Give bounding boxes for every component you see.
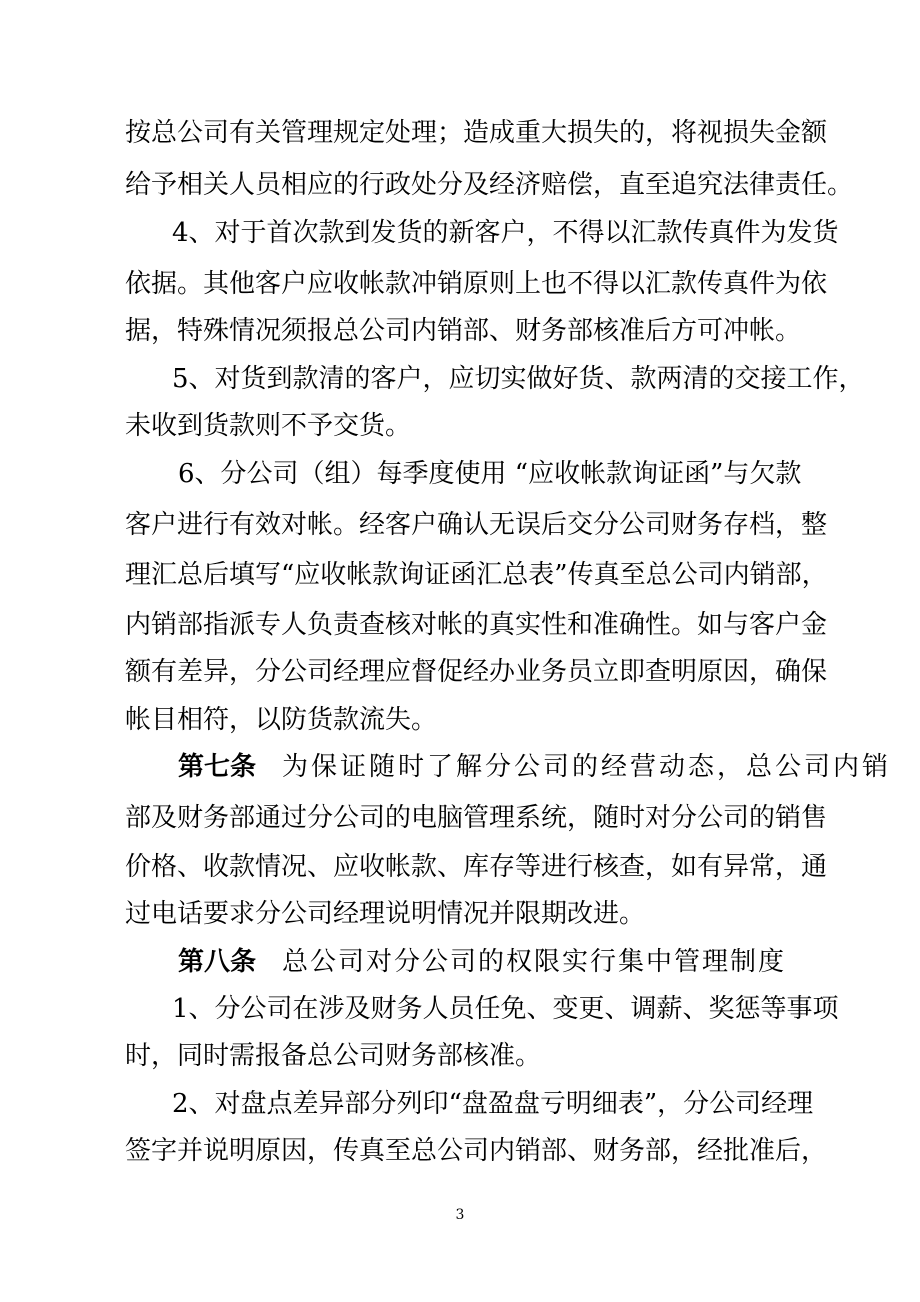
text-line: 5、对货到款清的客户，应切实做好货、款两清的交接工作， [172, 364, 865, 394]
page-number: 3 [455, 1207, 465, 1223]
text-line: 内销部指派专人负责查核对帐的真实性和准确性。如与客户金 [125, 610, 828, 640]
text-line: 给予相关人员相应的行政处分及经济赔偿，直至追究法律责任。 [125, 170, 854, 200]
text-line: 客户进行有效对帐。经客户确认无误后交分公司财务存档，整 [125, 510, 828, 540]
article-7-line [178, 750, 892, 784]
text-line: 价格、收款情况、应收帐款、库存等进行核查，如有异常，通 [125, 852, 828, 882]
text-line: 依据。其他客户应收帐款冲销原则上也不得以汇款传真件为依 [125, 269, 828, 299]
text-line: 帐目相符，以防货款流失。 [125, 705, 438, 735]
text-line: 6、分公司（组）每季度使用 “应收帐款询证函”与欠款 [178, 459, 802, 489]
text-line: 额有差异，分公司经理应督促经办业务员立即查明原因，确保 [125, 657, 828, 687]
text-line: 过电话要求分公司经理说明情况并限期改进。 [125, 899, 646, 929]
text-line: 时，同时需报备总公司财务部核准。 [125, 1041, 542, 1071]
text-line: 2、对盘点差异部分列印“盘盈盘亏明细表”，分公司经理 [172, 1089, 814, 1119]
text-line: 签字并说明原因，传真至总公司内销部、财务部，经批准后， [125, 1136, 828, 1166]
article-7-heading: 第七条 [178, 752, 257, 782]
text-line: 4、对于首次款到发货的新客户，不得以汇款传真件为发货 [172, 218, 839, 248]
text-line: 总公司对分公司的权限实行集中管理制度 [282, 947, 787, 977]
text-line: 部及财务部通过分公司的电脑管理系统，随时对分公司的销售 [125, 803, 828, 833]
text-line: 未收到货款则不予交货。 [125, 411, 412, 441]
text-line: 按总公司有关管理规定处理；造成重大损失的，将视损失金额 [125, 118, 828, 148]
text-line: 为保证随时了解分公司的经营动态，总公司内销 [282, 752, 892, 782]
article-8-line [178, 945, 797, 979]
text-line: 1、分公司在涉及财务人员任免、变更、调薪、奖惩等事项 [172, 994, 839, 1024]
article-8-heading: 第八条 [178, 947, 257, 977]
text-line: 理汇总后填写“应收帐款询证函汇总表”传真至总公司内销部， [125, 560, 828, 590]
text-line: 据，特殊情况须报总公司内销部、财务部核准后方可冲帐。 [125, 316, 802, 346]
